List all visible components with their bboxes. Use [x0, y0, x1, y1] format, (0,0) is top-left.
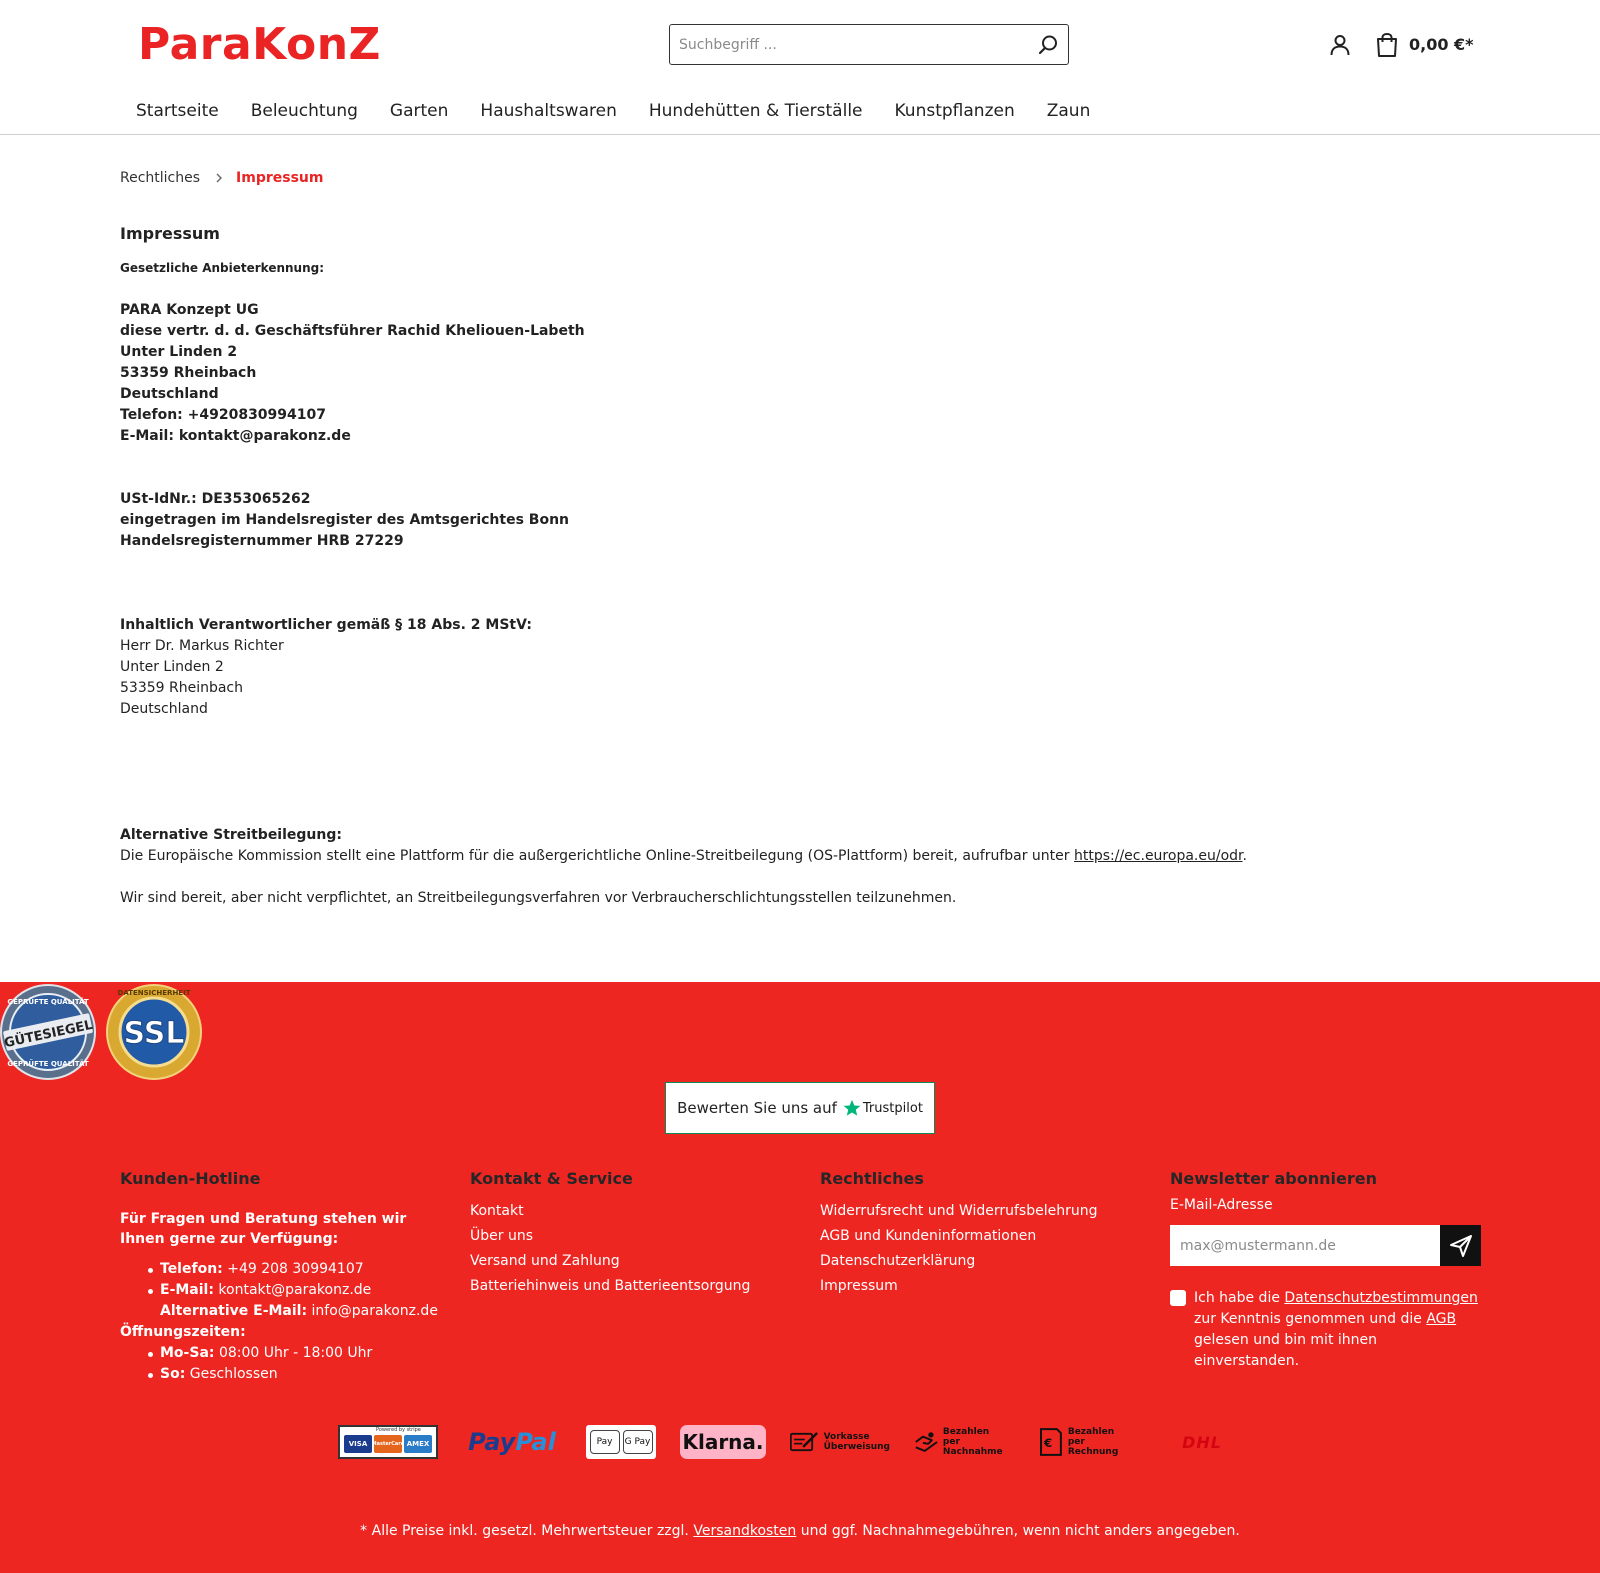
hours-list [120, 1343, 438, 1385]
cart-icon[interactable] [1374, 32, 1400, 58]
dispute-text [120, 846, 1420, 867]
trustpilot-brand: Trustpilot [862, 1100, 923, 1116]
email-address[interactable]: kontakt@parakonz.de [218, 1282, 372, 1298]
stripe-cards-logo [338, 1425, 438, 1459]
provider-line: 53359 Rheinbach [120, 365, 257, 381]
visa-icon: VISA [344, 1435, 372, 1453]
consent-checkbox[interactable] [1170, 1290, 1186, 1306]
dispute-heading: Alternative Streitbeilegung: [120, 827, 342, 843]
breadcrumb [120, 170, 323, 186]
site-footer [0, 982, 1600, 1573]
page-title: Impressum [120, 224, 220, 243]
list-item [120, 1301, 438, 1322]
service-title: Kontakt & Service [470, 1169, 633, 1188]
search-input[interactable] [670, 25, 1020, 64]
ssl-seal-ring: DATENSICHERHEIT [117, 989, 191, 997]
rechnung-logo [1038, 1425, 1138, 1459]
impressum-content [120, 222, 1420, 909]
newsletter-consent [1170, 1288, 1480, 1372]
hotline-title: Kunden-Hotline [120, 1169, 261, 1188]
nav-item-hundehuetten[interactable]: Hundehütten & Tierställe [648, 101, 863, 121]
receipt-euro-icon [1038, 1427, 1064, 1457]
google-pay-icon: G Pay [623, 1430, 653, 1454]
rechnung-sublabel: per Rechnung [1067, 1437, 1119, 1457]
alt-email-address[interactable]: info@parakonz.de [311, 1303, 438, 1319]
provider-line: Deutschland [120, 386, 219, 402]
phone-label: Telefon: [160, 1261, 223, 1277]
hand-money-icon [914, 1428, 939, 1456]
rechnung-label: Bezahlen [1067, 1427, 1115, 1437]
newsletter-form [1170, 1225, 1481, 1266]
nachnahme-label: Bezahlen [942, 1427, 990, 1437]
nav-item-garten[interactable]: Garten [389, 101, 449, 121]
dhl-wordmark: DHL [1182, 1432, 1222, 1452]
odr-link[interactable]: https://ec.europa.eu/odr [1074, 848, 1243, 864]
newsletter-submit-button[interactable] [1440, 1225, 1481, 1266]
newsletter-email-input[interactable] [1170, 1225, 1440, 1266]
vorkasse-sublabel: Überweisung [823, 1442, 890, 1452]
amex-icon: AMEX [404, 1435, 432, 1453]
trustpilot-widget[interactable] [665, 1082, 935, 1134]
breadcrumb-current[interactable]: Impressum [236, 170, 324, 186]
footer-link-kontakt[interactable]: Kontakt [470, 1203, 524, 1219]
register-line: Handelsregisternummer HRB 27229 [120, 533, 404, 549]
consent-text: gelesen und bin mit ihnen einverstanden. [1194, 1332, 1378, 1369]
phone-number[interactable]: +49 208 30994107 [227, 1261, 364, 1277]
main-navigation [136, 98, 1122, 124]
list-item [120, 1343, 438, 1364]
account-icon[interactable] [1328, 33, 1352, 57]
consent-privacy-link[interactable]: Datenschutzbestimmungen [1284, 1290, 1478, 1306]
register-line: USt-IdNr.: DE353065262 [120, 491, 311, 507]
newsletter-title: Newsletter abonnieren [1170, 1169, 1377, 1188]
register-line: eingetragen im Handelsregister des Amtsgerichtes Bonn [120, 512, 570, 528]
nav-item-haushaltswaren[interactable]: Haushaltswaren [480, 101, 617, 121]
quality-seal-ring-bottom: GEPRÜFTE QUALITÄT [7, 1060, 89, 1068]
send-icon [1449, 1234, 1473, 1258]
legal-title: Rechtliches [820, 1169, 924, 1188]
price-note-text: * Alle Preise inkl. gesetzl. Mehrwertsteuer zzgl. [360, 1523, 689, 1539]
paypal-logo-pal: Pal [515, 1428, 556, 1456]
nav-item-zaun[interactable]: Zaun [1046, 101, 1091, 121]
mastercard-icon: MasterCard [374, 1435, 402, 1453]
trustpilot-text: Bewerten Sie uns auf [677, 1099, 837, 1117]
nachnahme-sublabel: per Nachnahme [942, 1437, 1003, 1457]
invoice-pen-icon [790, 1428, 820, 1456]
price-note-text: und ggf. Nachnahmegebühren, wenn nicht anders angegeben. [800, 1523, 1240, 1539]
responsible-line: Deutschland [120, 701, 208, 717]
newsletter-label: E-Mail-Adresse [1170, 1197, 1273, 1213]
list-item [120, 1364, 438, 1385]
dhl-logo [1162, 1425, 1242, 1459]
search-box [669, 24, 1069, 65]
shipping-costs-link[interactable]: Versandkosten [693, 1523, 797, 1539]
nachnahme-logo [914, 1425, 1014, 1459]
list-item [120, 1259, 438, 1280]
vorkasse-label: Vorkasse [823, 1432, 870, 1442]
provider-line: Telefon: +4920830994107 [120, 407, 326, 423]
footer-link-impressum[interactable]: Impressum [820, 1278, 898, 1294]
search-icon[interactable] [1036, 33, 1060, 57]
hotline-list [120, 1259, 438, 1322]
ssl-seal-icon[interactable] [106, 982, 202, 1082]
hours-heading: Öffnungszeiten: [120, 1324, 246, 1340]
footer-service [470, 1167, 750, 1299]
footer-link-agb[interactable]: AGB und Kundeninformationen [820, 1228, 1037, 1244]
responsible-line: 53359 Rheinbach [120, 680, 243, 696]
quality-seal-icon[interactable] [0, 982, 96, 1082]
footer-link-versand[interactable]: Versand und Zahlung [470, 1253, 620, 1269]
consent-text: zur Kenntnis genommen und die [1194, 1311, 1422, 1327]
so-label: So: [160, 1366, 186, 1382]
footer-legal [820, 1167, 1098, 1299]
mosa-label: Mo-Sa: [160, 1345, 215, 1361]
provider-line: diese vertr. d. d. Geschäftsführer Rachid Kheliouen-Labeth [120, 323, 585, 339]
footer-link-ueber-uns[interactable]: Über uns [470, 1228, 533, 1244]
vorkasse-logo [790, 1425, 890, 1459]
provider-line: E-Mail: kontakt@parakonz.de [120, 428, 351, 444]
footer-link-batterie[interactable]: Batteriehinweis und Batterieentsorgung [470, 1278, 751, 1294]
wallets-logo [586, 1425, 656, 1459]
footer-hotline [120, 1167, 438, 1385]
quality-seal-label: GÜTESIEGEL [2, 1017, 95, 1052]
klarna-logo: Klarna. [680, 1425, 766, 1459]
responsible-line: Unter Linden 2 [120, 659, 224, 675]
nav-item-beleuchtung[interactable]: Beleuchtung [250, 101, 358, 121]
nav-item-startseite[interactable]: Startseite [136, 101, 219, 121]
footer-newsletter [1170, 1167, 1481, 1372]
paypal-logo [462, 1428, 562, 1456]
dispute-text-body: Die Europäische Kommission stellt eine Plattform für die außergerichtliche Online-Streitbeilegung (OS-Plattform) bereit, aufrufbar unter [120, 848, 1070, 864]
quality-seal-ring: GEPRÜFTE QUALITÄT [7, 998, 89, 1006]
price-note [0, 1520, 1600, 1542]
consent-agb-link[interactable]: AGB [1426, 1311, 1457, 1327]
hotline-intro: Für Fragen und Beratung stehen wir Ihnen gerne zur Verfügung: [120, 1211, 407, 1247]
chevron-right-icon [214, 173, 224, 183]
nav-item-kunstpflanzen[interactable]: Kunstpflanzen [894, 101, 1015, 121]
svg-text:€: € [1043, 1435, 1053, 1450]
site-header [0, 0, 1600, 135]
star-icon [843, 1099, 861, 1117]
email-label: E-Mail: [160, 1282, 214, 1298]
ssl-seal-label: SSL [123, 1016, 185, 1051]
mosa-hours: 08:00 Uhr - 18:00 Uhr [218, 1345, 373, 1361]
breadcrumb-rechtliches[interactable]: Rechtliches [120, 170, 201, 186]
so-hours: Geschlossen [189, 1366, 278, 1382]
responsible-heading: Inhaltlich Verantwortlicher gemäß § 18 Abs. 2 MStV: [120, 617, 532, 633]
dispute-text-end: . [1242, 848, 1247, 864]
stripe-caption: Powered by stripe [376, 1427, 421, 1433]
provider-line: PARA Konzept UG [120, 302, 259, 318]
provider-line: Unter Linden 2 [120, 344, 238, 360]
payment-methods [338, 1425, 1266, 1459]
alt-email-label: Alternative E-Mail: [160, 1303, 308, 1319]
cart-total[interactable]: 0,00 €* [1409, 35, 1474, 54]
consent-text: Ich habe die [1194, 1290, 1280, 1306]
footer-link-datenschutz[interactable]: Datenschutzerklärung [820, 1253, 976, 1269]
paypal-logo-pay: Pay [468, 1428, 516, 1456]
logo[interactable]: ParaKonZ [138, 19, 381, 70]
provider-heading: Gesetzliche Anbieterkennung: [120, 261, 325, 275]
list-item [120, 1280, 438, 1301]
apple-pay-icon: Pay [590, 1430, 620, 1454]
footer-link-widerruf[interactable]: Widerrufsrecht und Widerrufsbelehrung [820, 1203, 1098, 1219]
responsible-line: Herr Dr. Markus Richter [120, 638, 284, 654]
dispute-note: Wir sind bereit, aber nicht verpflichtet, an Streitbeilegungsverfahren vor Verbraucherschlichtungsstellen teilzunehmen. [120, 890, 957, 906]
